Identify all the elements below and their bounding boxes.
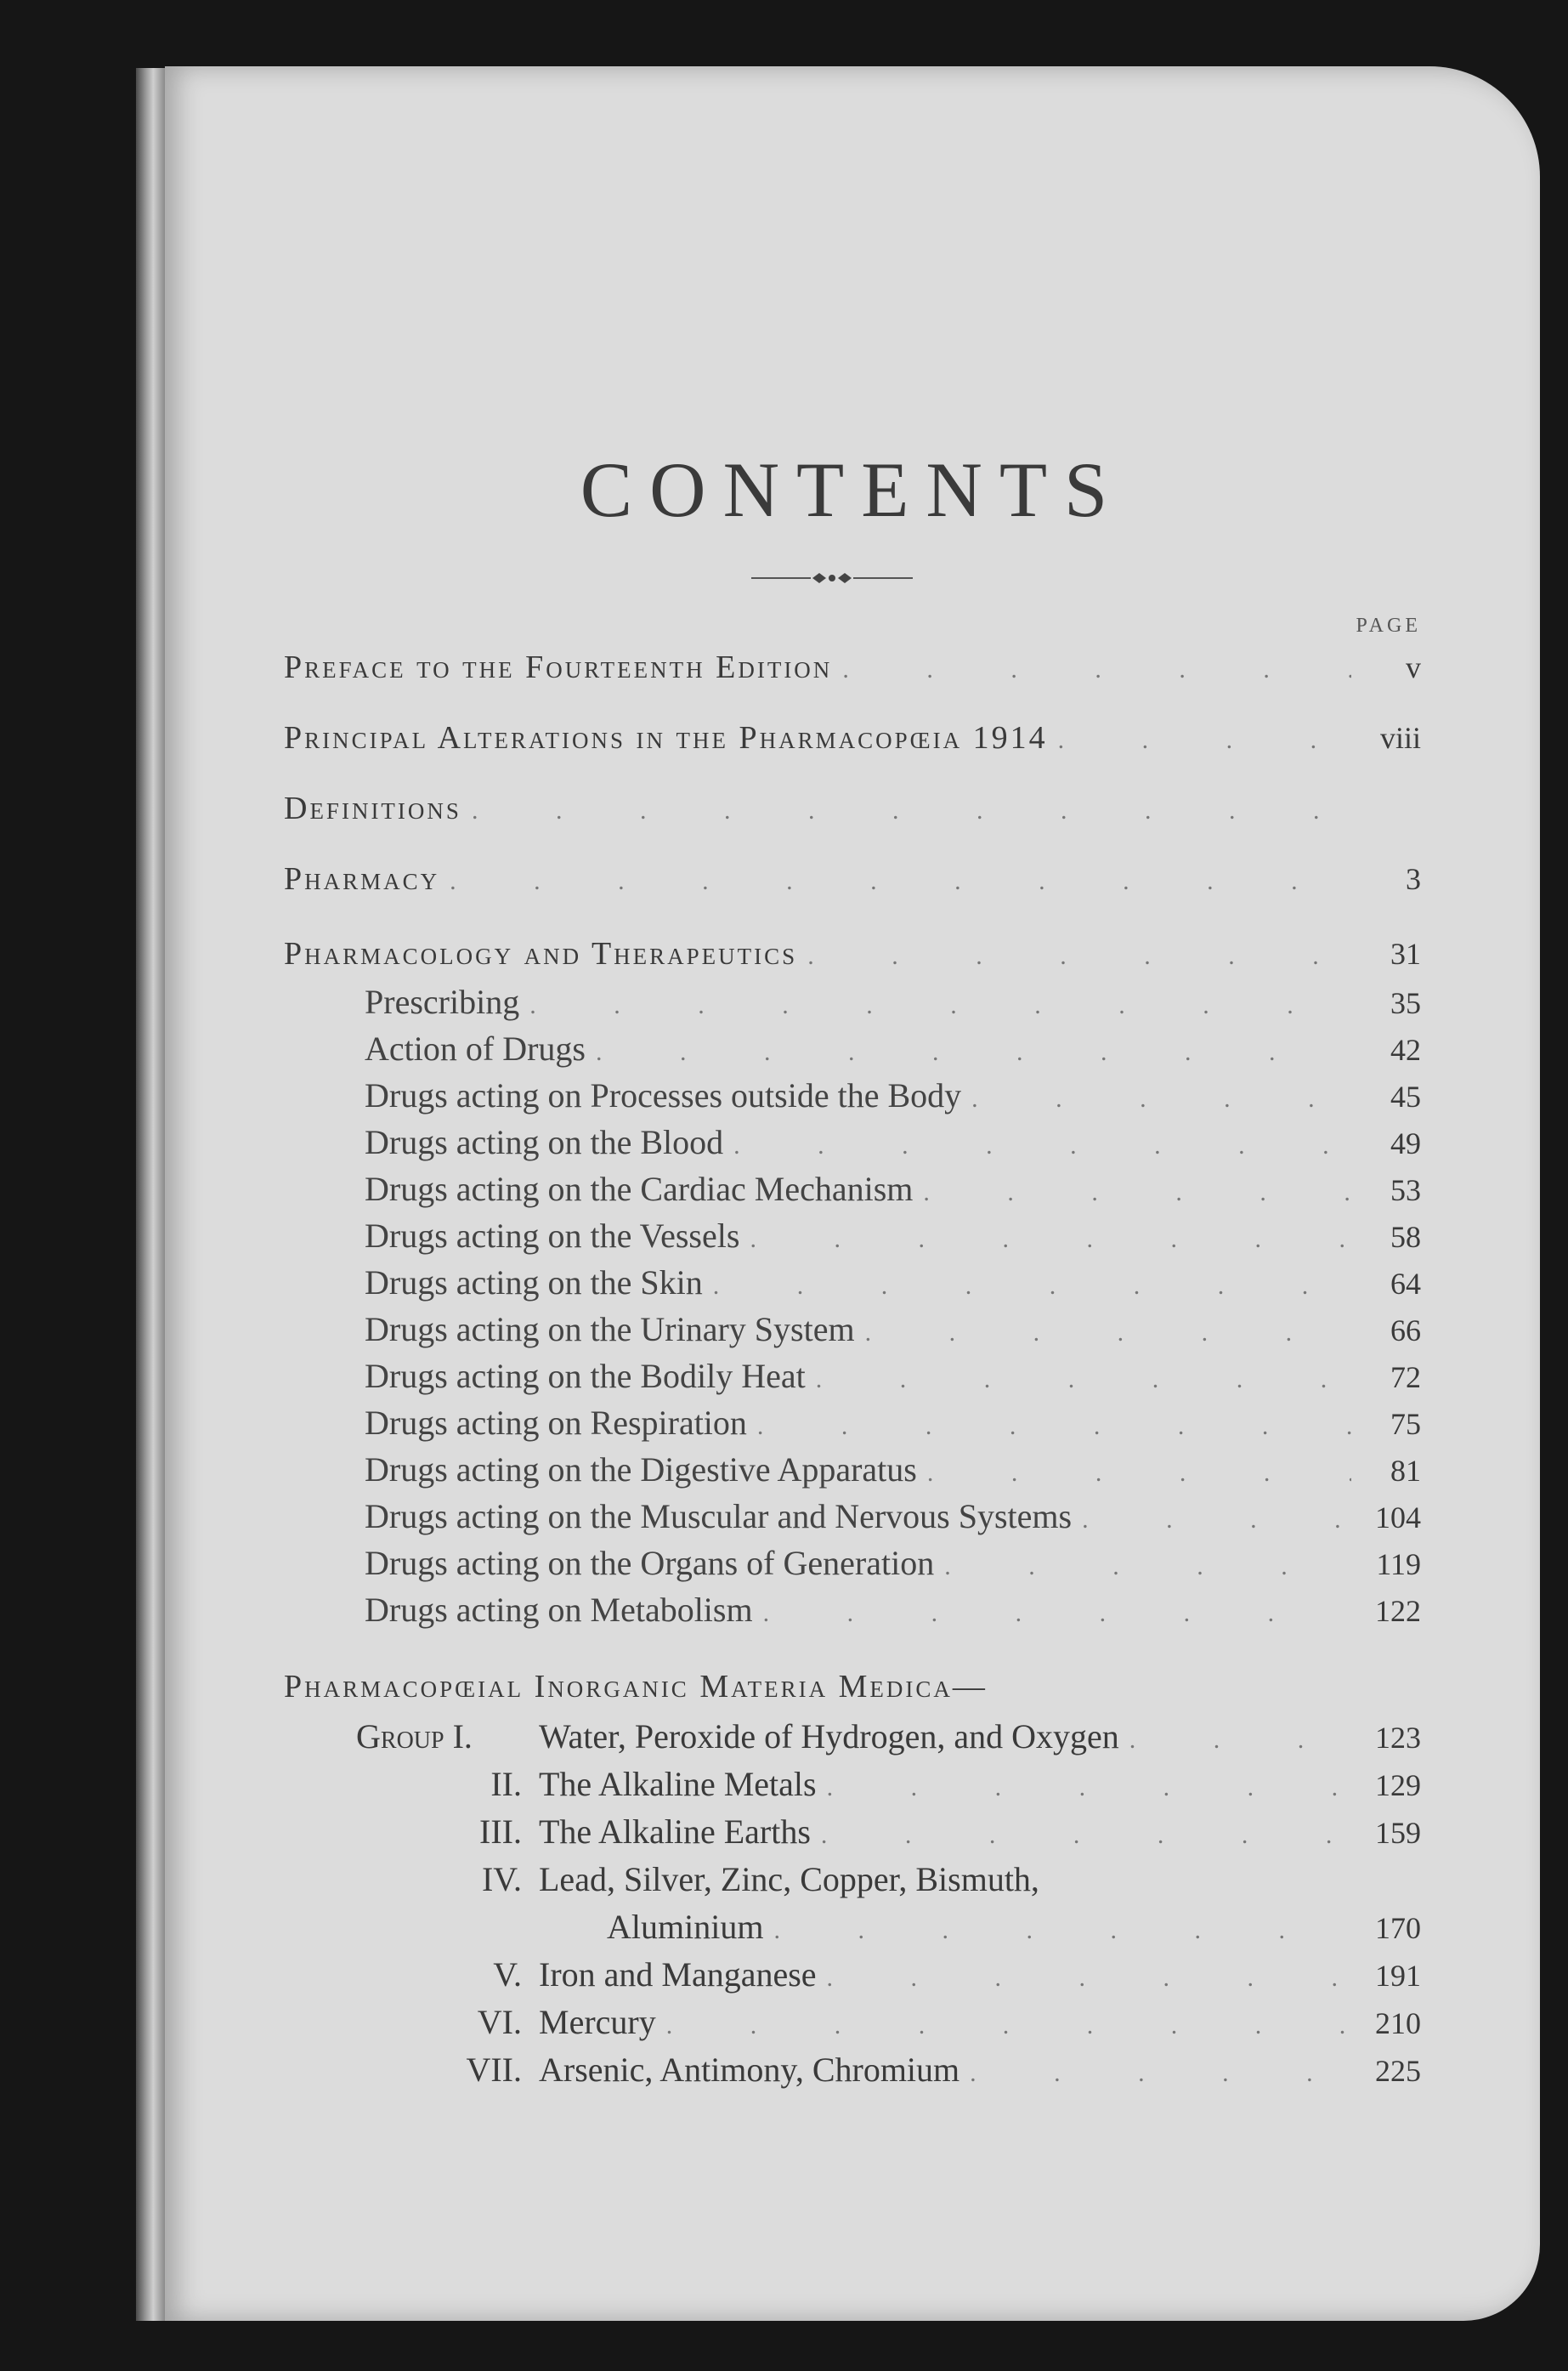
toc-section-heading <box>284 1668 1421 1712</box>
leader-dots <box>773 1916 1351 1945</box>
leader-dots <box>821 1821 1351 1850</box>
toc-subentry <box>284 1403 1421 1447</box>
toc-group-label <box>284 1954 817 1994</box>
toc-group-text: Water, Peroxide of Hydrogen, and Oxygen <box>539 1717 1119 1756</box>
leader-dots <box>970 2059 1351 2088</box>
book-page <box>165 66 1540 2321</box>
toc-group <box>284 1764 1421 1808</box>
toc-subentry <box>284 1356 1421 1400</box>
toc-group-number: IV. <box>481 1860 522 1898</box>
leader-dots <box>472 797 1351 825</box>
toc-subentry-label: Drugs acting on Respiration <box>365 1404 747 1442</box>
toc-subentry <box>284 1262 1421 1307</box>
leader-dots <box>944 1552 1351 1581</box>
toc-group <box>284 2050 1421 2094</box>
toc-subentry-page: 64 <box>1390 1267 1421 1301</box>
toc-subentry-page: 42 <box>1390 1033 1421 1067</box>
toc-entry-label: Pharmacology and Therapeutics <box>284 936 798 972</box>
leader-dots <box>733 1132 1351 1160</box>
leader-dots <box>757 1412 1351 1441</box>
toc-subentry-label: Drugs acting on the Skin <box>365 1263 703 1302</box>
toc-subentry <box>284 1496 1421 1540</box>
toc-subentry <box>284 1216 1421 1260</box>
toc-entry <box>284 649 1421 693</box>
leader-dots <box>827 1773 1351 1802</box>
toc-entry-page: viii <box>1379 721 1421 755</box>
toc-group-text: The Alkaline Earths <box>539 1812 811 1851</box>
toc-group-label <box>284 2002 656 2042</box>
leader-dots <box>1058 726 1351 755</box>
leader-dots <box>529 991 1351 1020</box>
toc-entry-label: Preface to the Fourteenth Edition <box>284 649 833 685</box>
toc-subentry <box>284 1590 1421 1634</box>
toc-group-label <box>284 1764 817 1804</box>
leader-dots <box>816 1365 1351 1394</box>
toc-entry-page: v <box>1406 650 1421 684</box>
toc-subentry-label: Prescribing <box>365 983 520 1021</box>
toc-group-label <box>284 1812 811 1852</box>
toc-group-page: 191 <box>1375 1959 1421 1993</box>
toc-group-text: Mercury <box>539 2003 656 2041</box>
toc-subentry-label: Action of Drugs <box>365 1030 586 1068</box>
toc-subentry <box>284 1543 1421 1587</box>
toc-group-text: Lead, Silver, Zinc, Copper, Bismuth, <box>539 1860 1039 1898</box>
toc-entry-page: 31 <box>1390 937 1421 971</box>
toc-subentry <box>284 1309 1421 1353</box>
toc-group-page: 170 <box>1375 1911 1421 1945</box>
toc-subentry <box>284 1029 1421 1073</box>
toc-subentry-page: 81 <box>1390 1454 1421 1488</box>
leader-dots <box>1129 1726 1351 1755</box>
toc-group <box>284 2002 1421 2046</box>
leader-dots <box>596 1038 1351 1067</box>
toc-group-number: VII. <box>466 2051 522 2089</box>
toc-subentry-label: Drugs acting on Processes outside the Body <box>365 1076 962 1115</box>
toc-group-number: III. <box>479 1812 522 1851</box>
toc-subentry-page: 35 <box>1390 986 1421 1020</box>
page-column-header: PAGE <box>1356 615 1421 637</box>
toc-group <box>284 1954 1421 1999</box>
toc-group-text: The Alkaline Metals <box>539 1765 817 1803</box>
leader-dots <box>763 1599 1351 1628</box>
toc-subentry <box>284 1169 1421 1213</box>
toc-subentry-label: Drugs acting on the Muscular and Nervous Systems <box>365 1497 1073 1535</box>
toc-group-page: 123 <box>1375 1721 1421 1755</box>
toc-group-text: Iron and Manganese <box>539 1955 817 1994</box>
toc-subentry-label: Drugs acting on the Bodily Heat <box>365 1357 806 1395</box>
toc-group <box>284 1907 1421 1951</box>
toc-subentry-label: Drugs acting on the Vessels <box>365 1217 740 1255</box>
toc-group-page: 159 <box>1375 1816 1421 1850</box>
leader-dots <box>1082 1506 1351 1534</box>
leader-dots <box>450 867 1351 896</box>
toc-group-label <box>284 2050 959 2090</box>
leader-dots <box>666 2011 1351 2040</box>
toc-subentry-page: 104 <box>1375 1500 1421 1534</box>
toc-subentry-page: 53 <box>1390 1173 1421 1207</box>
leader-dots <box>713 1272 1351 1301</box>
toc-subentry-page: 45 <box>1390 1080 1421 1114</box>
toc-entry <box>284 860 1421 905</box>
toc-subentry-page: 72 <box>1390 1360 1421 1394</box>
toc-entry-label: Definitions <box>284 791 461 826</box>
leader-dots <box>827 1964 1351 1993</box>
toc-subentry-page: 119 <box>1376 1547 1421 1581</box>
toc-entry-label: Pharmacy <box>284 861 440 897</box>
toc-group <box>284 1859 1421 1903</box>
leader-dots <box>971 1085 1351 1114</box>
leader-dots <box>865 1319 1351 1347</box>
toc-subentry <box>284 1449 1421 1494</box>
toc-subentry-label: Drugs acting on the Urinary System <box>365 1310 855 1348</box>
toc-group-text: Arsenic, Antimony, Chromium <box>539 2051 960 2089</box>
toc-group-text: Aluminium <box>607 1908 764 1946</box>
toc-subentry-page: 66 <box>1390 1313 1421 1347</box>
toc-group-label <box>284 1716 1119 1756</box>
toc-subentry-label: Drugs acting on the Cardiac Mechanism <box>365 1170 914 1208</box>
toc-subentry-page: 58 <box>1390 1220 1421 1254</box>
toc-group-number: V. <box>493 1955 522 1994</box>
toc-subentry-label: Drugs acting on Metabolism <box>365 1591 753 1629</box>
toc-subentry <box>284 982 1421 1026</box>
leader-dots <box>923 1178 1351 1207</box>
toc-subentry-page: 122 <box>1375 1594 1421 1628</box>
toc-entry-label: Principal Alterations in the Pharmacopœia 1914 <box>284 720 1048 756</box>
toc-entry <box>284 935 1421 979</box>
toc-group-page: 129 <box>1375 1768 1421 1802</box>
toc-group-page: 210 <box>1375 2006 1421 2040</box>
toc-entry <box>284 790 1421 834</box>
toc-group-number: Group I. <box>356 1717 473 1756</box>
toc-entry-page: 3 <box>1406 862 1421 896</box>
page-title: CONTENTS <box>580 446 1125 533</box>
book-spine <box>136 68 165 2321</box>
leader-dots <box>842 655 1351 684</box>
toc-group-number: II. <box>490 1765 522 1803</box>
toc-group-label <box>284 1859 1039 1899</box>
toc-group <box>284 1812 1421 1856</box>
toc-group-number: VI. <box>477 2003 522 2041</box>
toc-section-label: Pharmacopœial Inorganic Materia Medica— <box>284 1669 988 1705</box>
toc-entry <box>284 719 1421 763</box>
leader-dots <box>927 1459 1351 1488</box>
leader-dots <box>750 1225 1351 1254</box>
toc-subentry <box>284 1075 1421 1120</box>
toc-subentry <box>284 1122 1421 1166</box>
toc-subentry-label: Drugs acting on the Organs of Generation <box>365 1544 935 1582</box>
toc-subentry-page: 75 <box>1390 1407 1421 1441</box>
toc-subentry-page: 49 <box>1390 1126 1421 1160</box>
ornament-divider-icon <box>751 565 913 591</box>
toc-group <box>284 1716 1421 1761</box>
leader-dots <box>807 942 1351 971</box>
toc-subentry-label: Drugs acting on the Blood <box>365 1123 724 1161</box>
toc-group-page: 225 <box>1375 2054 1421 2088</box>
toc-subentry-label: Drugs acting on the Digestive Apparatus <box>365 1450 917 1489</box>
